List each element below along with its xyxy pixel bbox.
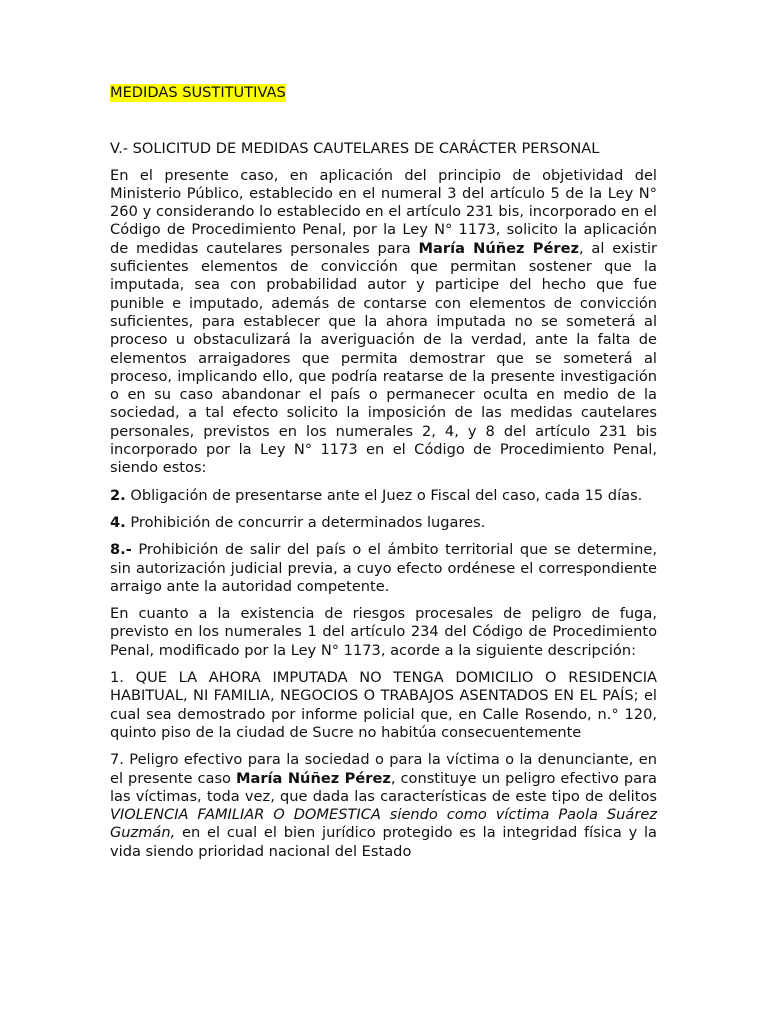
measure-item [110,514,657,532]
risk7-text-part1: 7. Peligro efectivo para la sociedad o para la víctima o la denunciante, en el presente caso [110,751,657,787]
measure-item [110,541,657,596]
measure-text: Obligación de presentarse ante el Juez o Fiscal del caso, cada 15 días. [125,486,643,504]
risk7-text-part2: , constituye un peligro efectivo para las víctimas, toda vez, que dada las características de este tipo de delitos [110,769,657,805]
risk-1-paragraph: 1. QUE LA AHORA IMPUTADA NO TENGA DOMICILIO O RESIDENCIA HABITUAL, NI FAMILIA, NEGOCIOS O TRABAJOS ASENTADOS EN EL PAÍS; el cual sea demostrado por informe policial que, en Calle Rosendo, n.° 120, quinto piso de la ciudad de Sucre no habitúa consecuentemente [110,669,657,741]
intro-text-part1: En el presente caso, en aplicación del principio de objetividad del Ministerio Público, establecido en el numeral 3 del artículo 5 de la Ley N° 260 y considerando lo establecido en el artículo 231 bis, incorporado en el Código de Procedimiento Penal, por la Ley N° 1173, solicito la aplicación de medidas cautelares personales para [110,166,657,257]
measure-number: 2. [110,486,126,504]
crime-and-victim: VIOLENCIA FAMILIAR O DOMESTICA siendo como víctima Paola Suárez Guzmán, [110,806,657,842]
imputed-name: María Núñez Pérez [235,769,391,787]
measure-text: Prohibición de concurrir a determinados lugares. [125,513,486,531]
risk7-text-part3: en el cual el bien jurídico protegido es la integridad física y la vida siendo prioridad nacional del Estado [110,824,657,860]
intro-text-part2: , al existir suficientes elementos de convicción que permitan sostener que la imputada, sea con probabilidad autor y participe del hecho que fue punible e imputado, además de contarse con elementos de convicción suficientes, para establecer que la ahora imputada no se someterá al proceso u obstaculizará la averiguación de la verdad, ante la falta de elementos arraigadores que permita demostrar que se someterá al proceso, implicando ello, que podría reatarse de la presente investigación o en su caso abandonar el país o permanecer oculta en medio de la sociedad, a tal efecto solicito la imposición de las medidas cautelares personales, previstos en los numerales 2, 4, y 8 del artículo 231 bis incorporado por la Ley N° 1173 en el Código de Procedimiento Penal, siendo estos: [110,239,657,477]
risks-intro-paragraph: En cuanto a la existencia de riesgos procesales de peligro de fuga, previsto en los numerales 1 del artículo 234 del Código de Procedimiento Penal, modificado por la Ley N° 1173, acorde a la siguiente descripción: [110,605,657,659]
intro-paragraph [110,167,657,478]
measure-text: Prohibición de salir del país o el ámbito territorial que se determine, sin autorización judicial previa, a cuyo efecto ordénese el correspondiente arraigo ante la autoridad competente. [110,541,657,595]
imputed-name: María Núñez Pérez [418,239,579,257]
document-heading: MEDIDAS SUSTITUTIVAS [110,84,286,101]
measure-number: 8.- [110,541,132,559]
measure-item [110,487,657,505]
section-title: V.- SOLICITUD DE MEDIDAS CAUTELARES DE CARÁCTER PERSONAL [110,140,600,158]
document-page [110,84,657,870]
measure-number: 4. [110,513,126,531]
risk-7-paragraph [110,751,657,861]
